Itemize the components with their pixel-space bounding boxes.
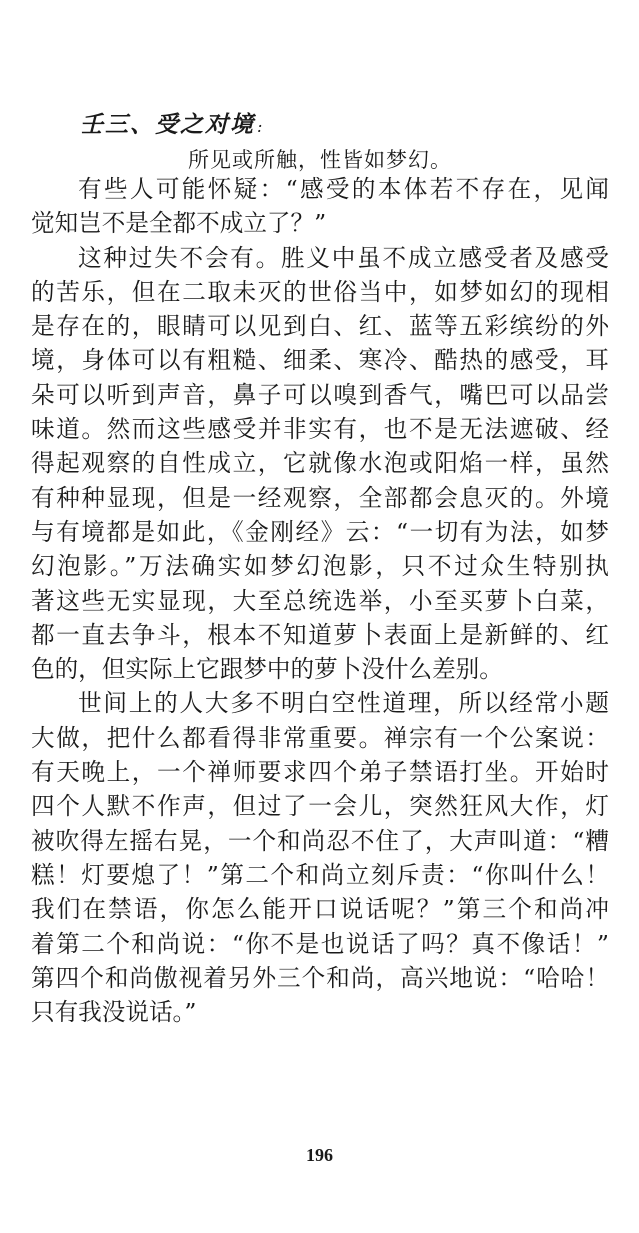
paragraph-3-line-2: 大做，把什么都看得非常重要。禅宗有一个公案说： [31,723,609,752]
paragraph-2-line-4: 境，身体可以有粗糙、细柔、寒冷、酷热的感受，耳 [31,346,609,375]
section-heading-mark: : [257,117,265,136]
paragraph-2-line-9: 与有境都是如此，《金刚经》云：“一切有为法，如梦 [31,517,609,546]
paragraph-2-line-10: 幻泡影。”万法确实如梦幻泡影，只不过众生特别执 [31,552,609,581]
paragraph-2-line-7: 得起观察的自性成立，它就像水泡或阳焰一样，虽然 [31,449,609,478]
section-heading [80,106,264,139]
paragraph-2-line-8: 有种种显现，但是一经观察，全部都会息灭的。外境 [31,483,609,512]
root-verse: 所见或所触，性皆如梦幻。 [188,148,452,172]
paragraph-3-line-5: 被吹得左摇右晃，一个和尚忍不住了，大声叫道：“糟 [31,826,609,855]
paragraph-3-line-9: 第四个和尚傲视着另外三个和尚，高兴地说：“哈哈！ [31,963,609,992]
paragraph-3-line-1: 世间上的人大多不明白空性道理，所以经常小题 [78,689,609,718]
paragraph-3-line-6: 糕！灯要熄了！”第二个和尚立刻斥责：“你叫什么！ [31,860,609,889]
paragraph-3-line-4: 四个人默不作声，但过了一会儿，突然狂风大作，灯 [31,792,609,821]
paragraph-1-line-1: 有些人可能怀疑：“感受的本体若不存在，见闻 [78,175,609,203]
section-heading-text: 壬三、受之对境 [80,111,255,138]
paragraph-2-line-11: 著这些无实显现，大至总统选举，小至买萝卜白菜， [31,586,609,615]
paragraph-3-line-7: 我们在禁语，你怎么能开口说话呢？”第三个和尚冲 [31,895,609,924]
paragraph-2-line-2: 的苦乐，但在二取未灭的世俗当中，如梦如幻的现相 [31,277,609,306]
paragraph-1-line-2: 觉知岂不是全都不成立了？” [31,209,327,238]
paragraph-2-line-6: 味道。然而这些感受并非实有，也不是无法遮破、经 [31,415,609,444]
paragraph-3-line-3: 有天晚上，一个禅师要求四个弟子禁语打坐。开始时 [31,758,609,787]
paragraph-2-line-3: 是存在的，眼睛可以见到白、红、蓝等五彩缤纷的外 [31,312,609,341]
paragraph-3-line-10: 只有我没说话。” [31,998,197,1027]
paragraph-2-line-13: 色的，但实际上它跟梦中的萝卜没什么差别。 [31,655,503,684]
paragraph-2-line-5: 朵可以听到声音，鼻子可以嗅到香气，嘴巴可以品尝 [31,380,609,409]
page-number: 196 [306,1145,333,1165]
paragraph-2-line-1: 这种过失不会有。胜义中虽不成立感受者及感受 [78,243,609,272]
paragraph-2-line-12: 都一直去争斗，根本不知道萝卜表面上是新鲜的、红 [31,620,609,649]
body-text [31,172,609,1029]
paragraph-3-line-8: 着第二个和尚说：“你不是也说话了吗？真不像话！” [31,929,609,958]
